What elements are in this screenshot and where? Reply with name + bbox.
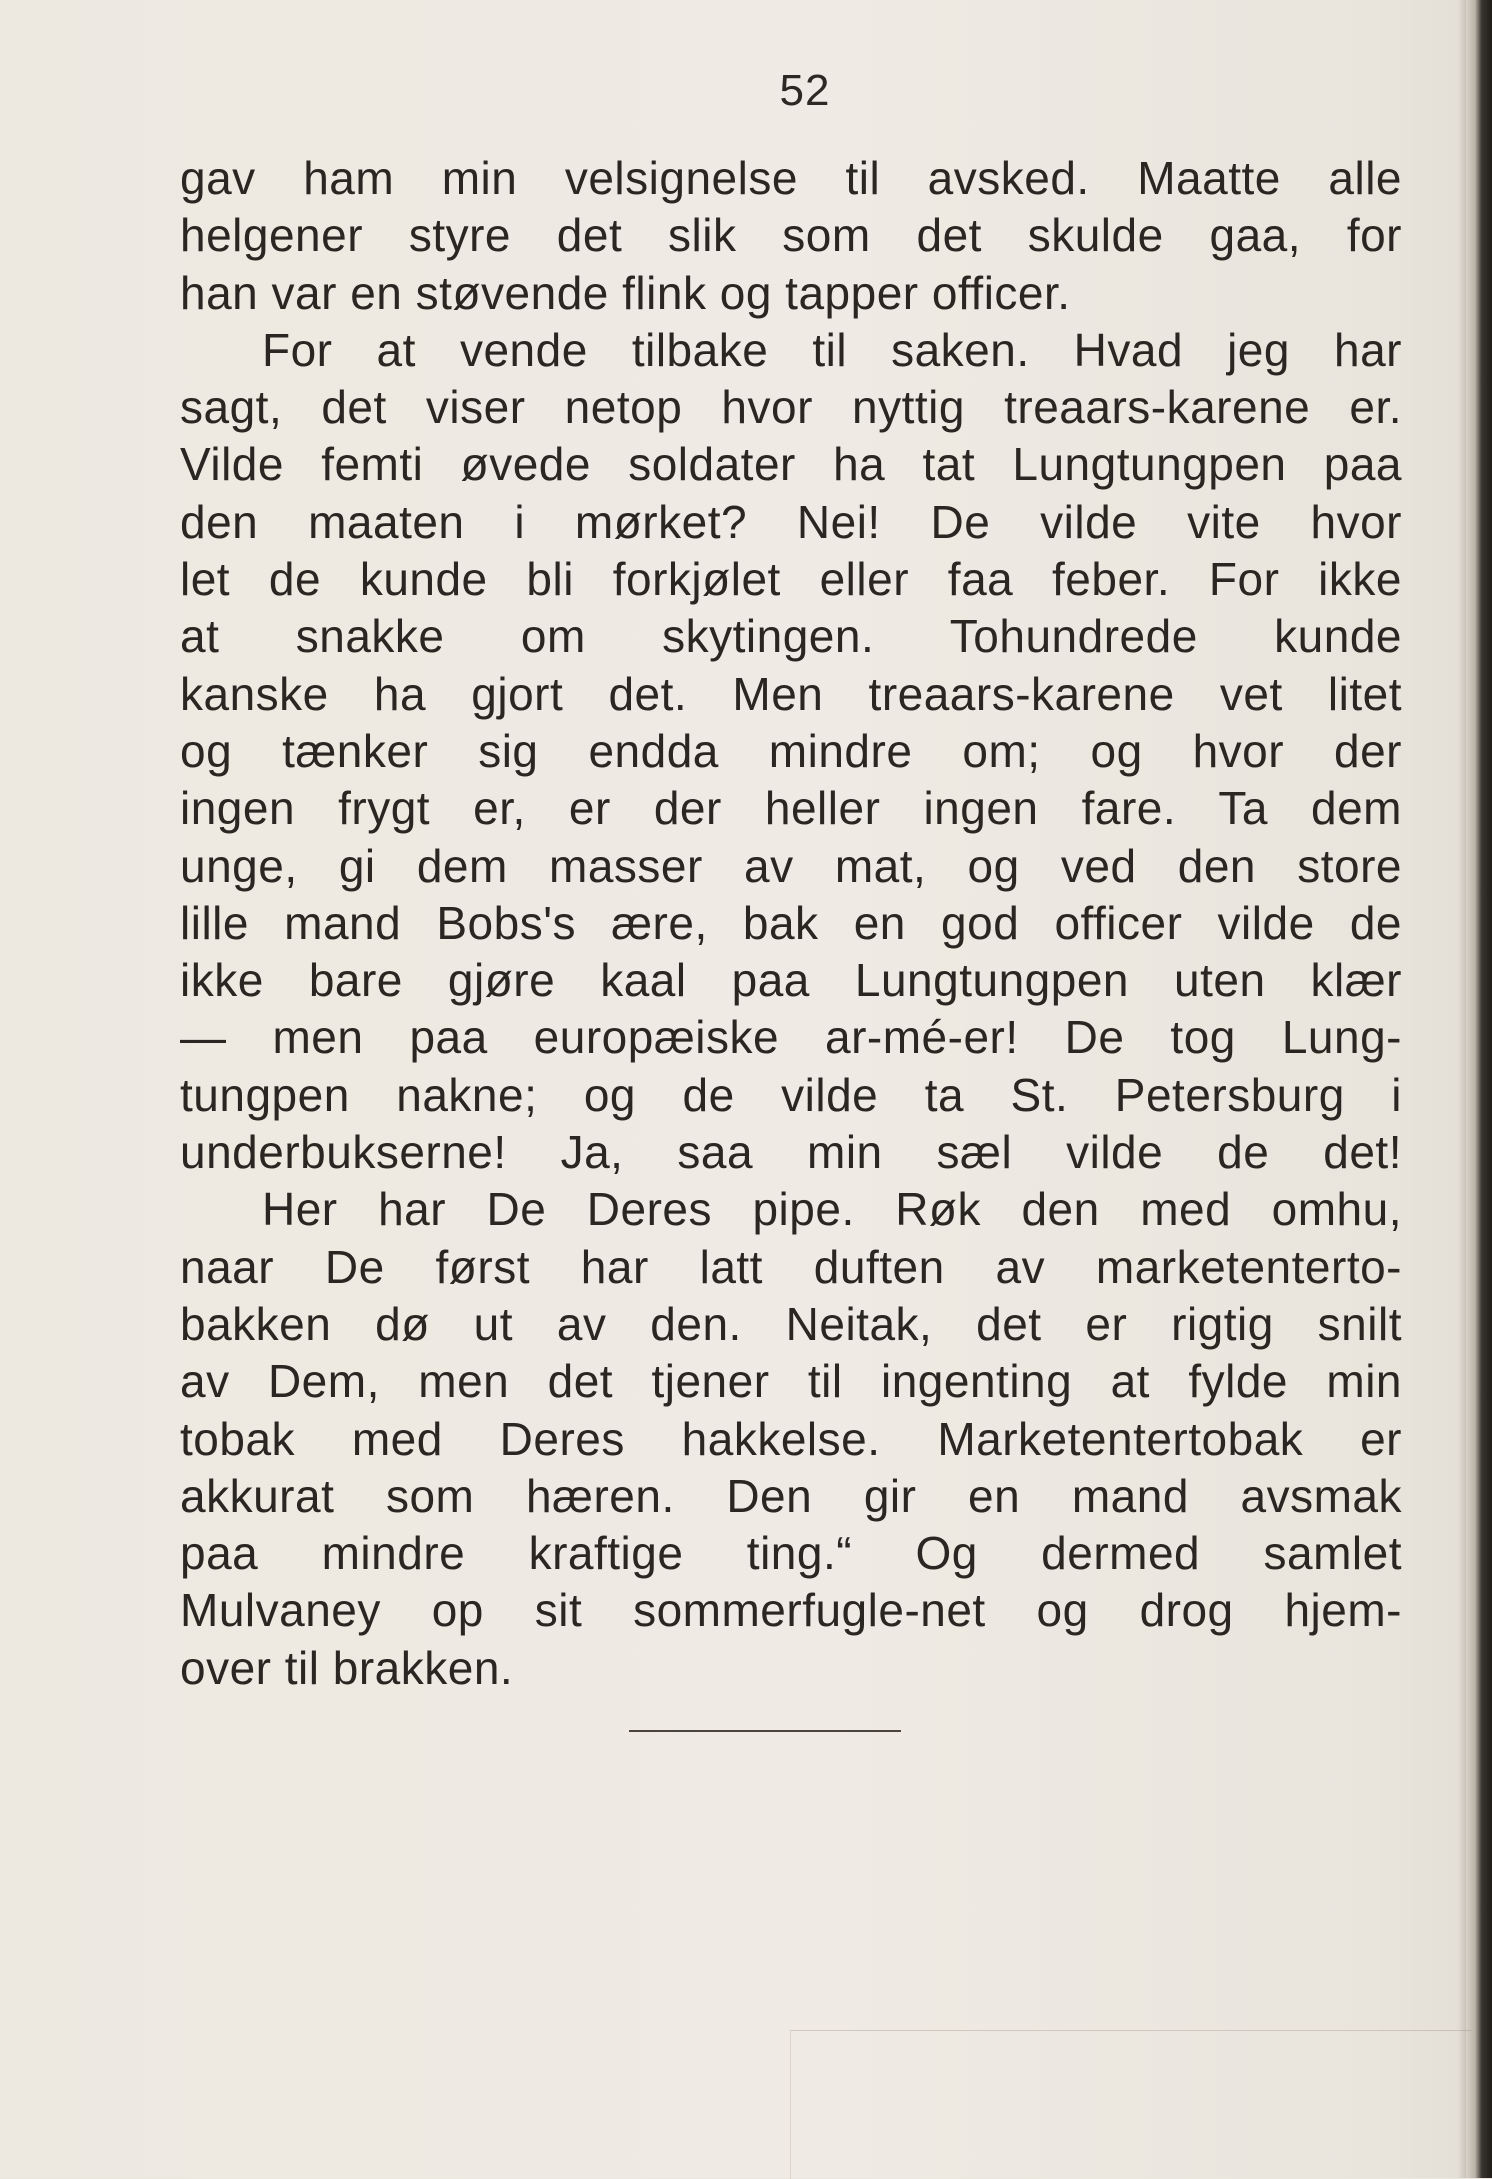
text-line: tobak med Deres hakkelse. Marketentertobak er [180,1412,1402,1465]
text-line: over til brakken. [180,1641,514,1694]
text-line: kanske ha gjort det. Men treaars-karene vet litet [180,667,1402,720]
page-gutter-shadow [1458,0,1466,2178]
text-line: helgener styre det slik som det skulde gaa, for [180,209,1402,262]
text-line: — men paa europæiske ar-mé-er! De tog Lung- [180,1011,1402,1064]
text-line: Vilde femti øvede soldater ha tat Lungtungpen paa [180,438,1402,491]
body-text [180,150,1402,1697]
text-line: naar De først har latt duften av marketenterto- [180,1240,1402,1293]
text-line: let de kunde bli forkjølet eller faa feber. For ikke [180,553,1402,606]
text-line: ikke bare gjøre kaal paa Lungtungpen uten klær [180,954,1402,1007]
text-line: For at vende tilbake til saken. Hvad jeg har [262,323,1402,376]
text-line: unge, gi dem masser av mat, og ved den store [180,839,1402,892]
text-line: Mulvaney op sit sommerfugle-net og drog hjem- [180,1584,1402,1637]
text-line: ingen frygt er, er der heller ingen fare. Ta dem [180,782,1402,835]
text-line: bakken dø ut av den. Neitak, det er rigtig snilt [180,1297,1402,1350]
text-line: av Dem, men det tjener til ingenting at fylde min [180,1355,1402,1408]
text-line: at snakke om skytingen. Tohundrede kunde [180,610,1402,663]
text-line: gav ham min velsignelse til avsked. Maatte alle [180,152,1402,204]
chapter-end-rule [629,1730,901,1732]
page-number: 52 [779,66,831,115]
text-line: sagt, det viser netop hvor nyttig treaars-karene er. [180,381,1402,434]
text-line: tungpen nakne; og de vilde ta St. Petersburg i [180,1068,1402,1121]
paper-crease [790,2030,1471,2179]
text-line: underbukserne! Ja, saa min sæl vilde de det! [180,1126,1402,1179]
text-line: og tænker sig endda mindre om; og hvor der [180,724,1402,777]
text-line: lille mand Bobs's ære, bak en god officer vilde de [180,896,1402,949]
text-line: Her har De Deres pipe. Røk den med omhu, [262,1183,1402,1236]
text-line: paa mindre kraftige ting.“ Og dermed samlet [180,1527,1402,1580]
text-line: den maaten i mørket? Nei! De vilde vite hvor [180,495,1402,548]
book-spine-edge [1466,0,1492,2178]
text-line: han var en støvende flink og tapper officer. [180,266,1071,319]
text-line: akkurat som hæren. Den gir en mand avsmak [180,1469,1402,1522]
